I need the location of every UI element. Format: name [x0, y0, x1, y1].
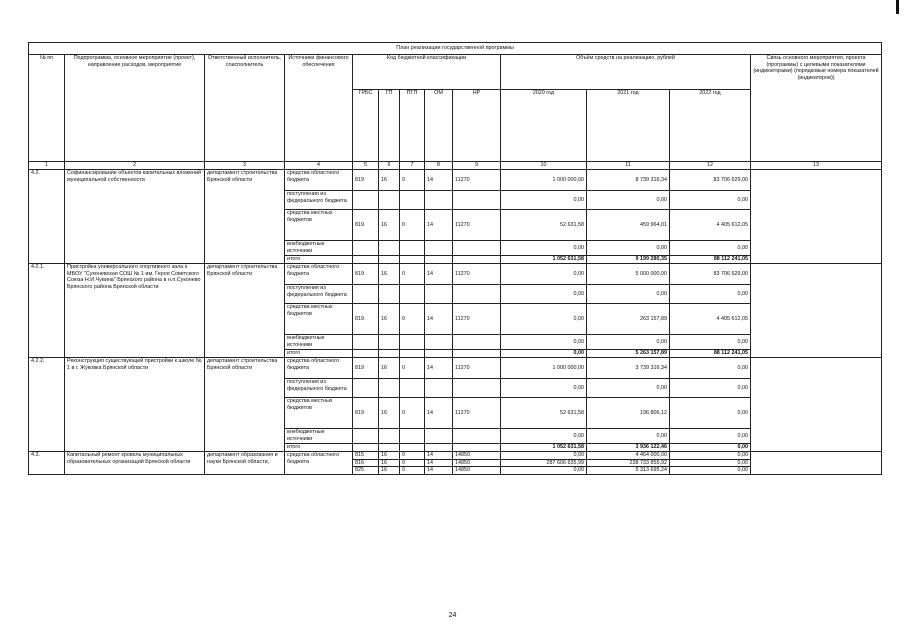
header-responsible: Ответственный исполнитель, соисполнитель [205, 55, 285, 162]
amount-2022: 88 112 241,05 [670, 350, 751, 358]
source-total: итого [285, 256, 353, 264]
code-gp [379, 285, 400, 304]
colnum: 10 [501, 162, 587, 170]
colnum: 9 [453, 162, 501, 170]
header-gp: ГП [379, 90, 400, 162]
code-np: 11270 [453, 264, 501, 285]
amount-2020: 1 000 000,00 [501, 170, 587, 191]
code-np [453, 256, 501, 264]
amount-2021: 0,00 [587, 379, 670, 398]
code-np: 11270 [453, 398, 501, 429]
table-title: План реализации государственной программы [29, 43, 882, 55]
code-grbs: 819 [353, 304, 379, 335]
source-regional: средства областного бюджета [285, 264, 353, 285]
code-grbs: 819 [353, 210, 379, 241]
code-pgp [400, 379, 425, 398]
amount-2021: 263 157,89 [587, 304, 670, 335]
code-pgp [400, 256, 425, 264]
table-row [29, 452, 882, 460]
amount-2020: 0,00 [501, 335, 587, 350]
code-np [453, 350, 501, 358]
code-pgp [400, 241, 425, 256]
amount-2020: 52 631,58 [501, 210, 587, 241]
code-pgp [400, 191, 425, 210]
measure-name: Капитальный ремонт кровель муниципальных образовательных организаций Брянской области [65, 452, 205, 475]
source-extra: внебюджетные источники [285, 429, 353, 444]
code-grbs [353, 241, 379, 256]
amount-2020: 0,00 [501, 264, 587, 285]
source-local: средства местных бюджетов [285, 210, 353, 241]
code-gp [379, 256, 400, 264]
code-grbs [353, 429, 379, 444]
code-om: 14 [425, 398, 453, 429]
code-pgp: 0 [400, 358, 425, 379]
code-gp: 16 [379, 452, 400, 460]
source-regional: средства областного бюджета [285, 358, 353, 379]
colnum: 8 [425, 162, 453, 170]
code-om [425, 335, 453, 350]
code-gp: 16 [379, 459, 400, 467]
code-pgp [400, 335, 425, 350]
colnum: 7 [400, 162, 425, 170]
code-pgp [400, 444, 425, 452]
code-np: 14850 [453, 459, 501, 467]
header-grbs: ГРБС [353, 90, 379, 162]
measure-name: Пристройка универсального спортивного зала к МБОУ "Суконевская СОШ № 1 им. Героя Советского Союза Н.И.Чувина" Брянского района в н.п.Суконево Брянского района Брянской области [65, 264, 205, 358]
code-np: 11270 [453, 210, 501, 241]
code-om [425, 444, 453, 452]
code-gp: 16 [379, 398, 400, 429]
page-number: 24 [448, 612, 457, 619]
amount-2021: 3 936 122,46 [587, 444, 670, 452]
colnum: 5 [353, 162, 379, 170]
code-grbs [353, 191, 379, 210]
amount-2020: 0,00 [501, 304, 587, 335]
code-np [453, 335, 501, 350]
code-om [425, 350, 453, 358]
amount-2022: 0,00 [670, 429, 751, 444]
row-number: 4.2. [29, 170, 65, 264]
code-om [425, 429, 453, 444]
code-om: 14 [425, 452, 453, 460]
amount-2022: 4 405 612,05 [670, 210, 751, 241]
program-plan-table [28, 42, 881, 475]
amount-2021: 5 263 157,89 [587, 350, 670, 358]
amount-2021: 3 739 316,34 [587, 358, 670, 379]
code-gp [379, 350, 400, 358]
code-grbs: 819 [353, 170, 379, 191]
colnum: 2 [65, 162, 205, 170]
code-pgp [400, 429, 425, 444]
amount-2021: 4 464 000,00 [587, 452, 670, 460]
column-numbers-row [29, 162, 882, 170]
code-gp: 16 [379, 358, 400, 379]
code-om: 14 [425, 210, 453, 241]
amount-2022: 83 706 629,00 [670, 170, 751, 191]
source-extra: внебюджетные источники [285, 335, 353, 350]
responsible: департамент строительства Брянской области [205, 264, 285, 358]
code-np [453, 444, 501, 452]
colnum: 1 [29, 162, 65, 170]
amount-2022: 0,00 [670, 358, 751, 379]
code-om [425, 379, 453, 398]
code-om [425, 256, 453, 264]
amount-2020: 287 606 635,99 [501, 459, 587, 467]
code-gp [379, 444, 400, 452]
code-np: 11270 [453, 358, 501, 379]
amount-2022: 0,00 [670, 241, 751, 256]
colnum: 6 [379, 162, 400, 170]
amount-2021: 0,00 [587, 429, 670, 444]
responsible: департамент строительства Брянской области [205, 170, 285, 264]
indicator-link [751, 452, 882, 475]
amount-2022: 0,00 [670, 452, 751, 460]
header-num: № пп [29, 55, 65, 162]
code-om: 14 [425, 358, 453, 379]
code-gp: 16 [379, 467, 400, 475]
code-grbs: 819 [353, 398, 379, 429]
code-om: 14 [425, 459, 453, 467]
amount-2021: 8 739 316,34 [587, 170, 670, 191]
header-link: Связь основного мероприятия, проекта (программы) с целевыми показателями (индикаторами) (порядковые номера показателей (индикаторов)) [751, 55, 882, 162]
amount-2022: 88 112 241,05 [670, 256, 751, 264]
header-name: Подпрограмма, основное мероприятие (проект), направление расходов, мероприятие [65, 55, 205, 162]
code-np [453, 429, 501, 444]
colnum: 4 [285, 162, 353, 170]
amount-2020: 0,00 [501, 191, 587, 210]
amount-2021: 0,00 [587, 285, 670, 304]
header-np: НР [453, 90, 501, 162]
code-om [425, 241, 453, 256]
code-np: 11270 [453, 170, 501, 191]
source-total: итого [285, 350, 353, 358]
header-om: ОМ [425, 90, 453, 162]
amount-2020: 0,00 [501, 285, 587, 304]
code-grbs: 819 [353, 358, 379, 379]
amount-2021: 5 313 695,24 [587, 467, 670, 475]
source-extra: внебюджетные источники [285, 241, 353, 256]
code-grbs [353, 350, 379, 358]
colnum: 13 [751, 162, 882, 170]
amount-2021: 459 964,01 [587, 210, 670, 241]
code-om: 14 [425, 264, 453, 285]
amount-2020: 1 000 000,00 [501, 358, 587, 379]
code-gp [379, 191, 400, 210]
amount-2020: 0,00 [501, 429, 587, 444]
source-federal: поступления из федерального бюджета [285, 379, 353, 398]
code-gp [379, 335, 400, 350]
source-federal: поступления из федерального бюджета [285, 191, 353, 210]
responsible: департамент образования и науки Брянской области, [205, 452, 285, 475]
amount-2020: 0,00 [501, 467, 587, 475]
code-grbs: 816 [353, 459, 379, 467]
code-om: 14 [425, 170, 453, 191]
code-pgp: 0 [400, 170, 425, 191]
indicator-link [751, 358, 882, 452]
amount-2020: 52 631,58 [501, 398, 587, 429]
amount-2020: 1 052 631,58 [501, 444, 587, 452]
code-np: 14850 [453, 452, 501, 460]
amount-2021: 0,00 [587, 241, 670, 256]
code-gp: 16 [379, 170, 400, 191]
amount-2022: 0,00 [670, 398, 751, 429]
amount-2022: 0,00 [670, 191, 751, 210]
amount-2022: 0,00 [670, 459, 751, 467]
code-pgp [400, 285, 425, 304]
header-2020: 2020 год [501, 90, 587, 162]
amount-2021: 0,00 [587, 335, 670, 350]
code-pgp: 0 [400, 210, 425, 241]
code-pgp [400, 350, 425, 358]
colnum: 11 [587, 162, 670, 170]
amount-2022: 0,00 [670, 444, 751, 452]
indicator-link [751, 264, 882, 358]
responsible: департамент строительства Брянской области [205, 358, 285, 452]
amount-2022: 0,00 [670, 379, 751, 398]
amount-2022: 4 405 612,05 [670, 304, 751, 335]
code-gp [379, 241, 400, 256]
row-number: 4.2.2. [29, 358, 65, 452]
code-om [425, 191, 453, 210]
header-pgp: ПГП [400, 90, 425, 162]
code-pgp: 0 [400, 398, 425, 429]
code-pgp: 0 [400, 304, 425, 335]
code-pgp: 0 [400, 459, 425, 467]
measure-name: Реконструкция существующей пристройки к школе № 1 в г. Жуковка Брянской области [65, 358, 205, 452]
code-np [453, 241, 501, 256]
amount-2021: 9 199 280,35 [587, 256, 670, 264]
source-regional: средства областного бюджета [285, 452, 353, 475]
code-grbs: 819 [353, 264, 379, 285]
indicator-link [751, 170, 882, 264]
code-om: 14 [425, 304, 453, 335]
header-2022: 2022 год [670, 90, 751, 162]
header-volume: Объём средств на реализацию, рублей [501, 55, 751, 90]
code-om: 14 [425, 467, 453, 475]
code-gp: 16 [379, 304, 400, 335]
code-np: 11270 [453, 304, 501, 335]
header-kbk: Код бюджетной классификации [353, 55, 501, 90]
code-grbs [353, 285, 379, 304]
table-row [29, 358, 882, 379]
scan-edge-mark [896, 0, 899, 14]
code-grbs [353, 379, 379, 398]
code-grbs: 825 [353, 467, 379, 475]
amount-2021: 5 000 000,00 [587, 264, 670, 285]
amount-2021: 0,00 [587, 191, 670, 210]
code-grbs: 815 [353, 452, 379, 460]
source-local: средства местных бюджетов [285, 304, 353, 335]
code-gp: 16 [379, 264, 400, 285]
source-local: средства местных бюджетов [285, 398, 353, 429]
amount-2020: 0,00 [501, 350, 587, 358]
colnum: 3 [205, 162, 285, 170]
amount-2021: 196 806,12 [587, 398, 670, 429]
source-total: итого [285, 444, 353, 452]
code-grbs [353, 335, 379, 350]
colnum: 12 [670, 162, 751, 170]
amount-2022: 83 706 629,00 [670, 264, 751, 285]
amount-2020: 0,00 [501, 241, 587, 256]
amount-2020: 0,00 [501, 379, 587, 398]
amount-2020: 1 052 631,58 [501, 256, 587, 264]
source-federal: поступления из федерального бюджета [285, 285, 353, 304]
amount-2022: 0,00 [670, 467, 751, 475]
source-regional: средства областного бюджета [285, 170, 353, 191]
code-gp [379, 379, 400, 398]
code-pgp: 0 [400, 264, 425, 285]
code-np: 14850 [453, 467, 501, 475]
code-grbs [353, 256, 379, 264]
amount-2022: 0,00 [670, 335, 751, 350]
row-number: 4.2.1. [29, 264, 65, 358]
code-np [453, 285, 501, 304]
header-2021: 2021 год [587, 90, 670, 162]
code-pgp: 0 [400, 452, 425, 460]
code-om [425, 285, 453, 304]
header-sources: Источники финансового обеспечения [285, 55, 353, 162]
code-np [453, 191, 501, 210]
code-np [453, 379, 501, 398]
amount-2021: 238 733 855,92 [587, 459, 670, 467]
measure-name: Софинансирование объектов капитальных вложений муниципальной собственности [65, 170, 205, 264]
code-grbs [353, 444, 379, 452]
code-gp: 16 [379, 210, 400, 241]
amount-2022: 0,00 [670, 285, 751, 304]
table-row [29, 170, 882, 191]
amount-2020: 0,00 [501, 452, 587, 460]
code-gp [379, 429, 400, 444]
table-row [29, 264, 882, 285]
code-pgp: 0 [400, 467, 425, 475]
row-number: 4.3. [29, 452, 65, 475]
